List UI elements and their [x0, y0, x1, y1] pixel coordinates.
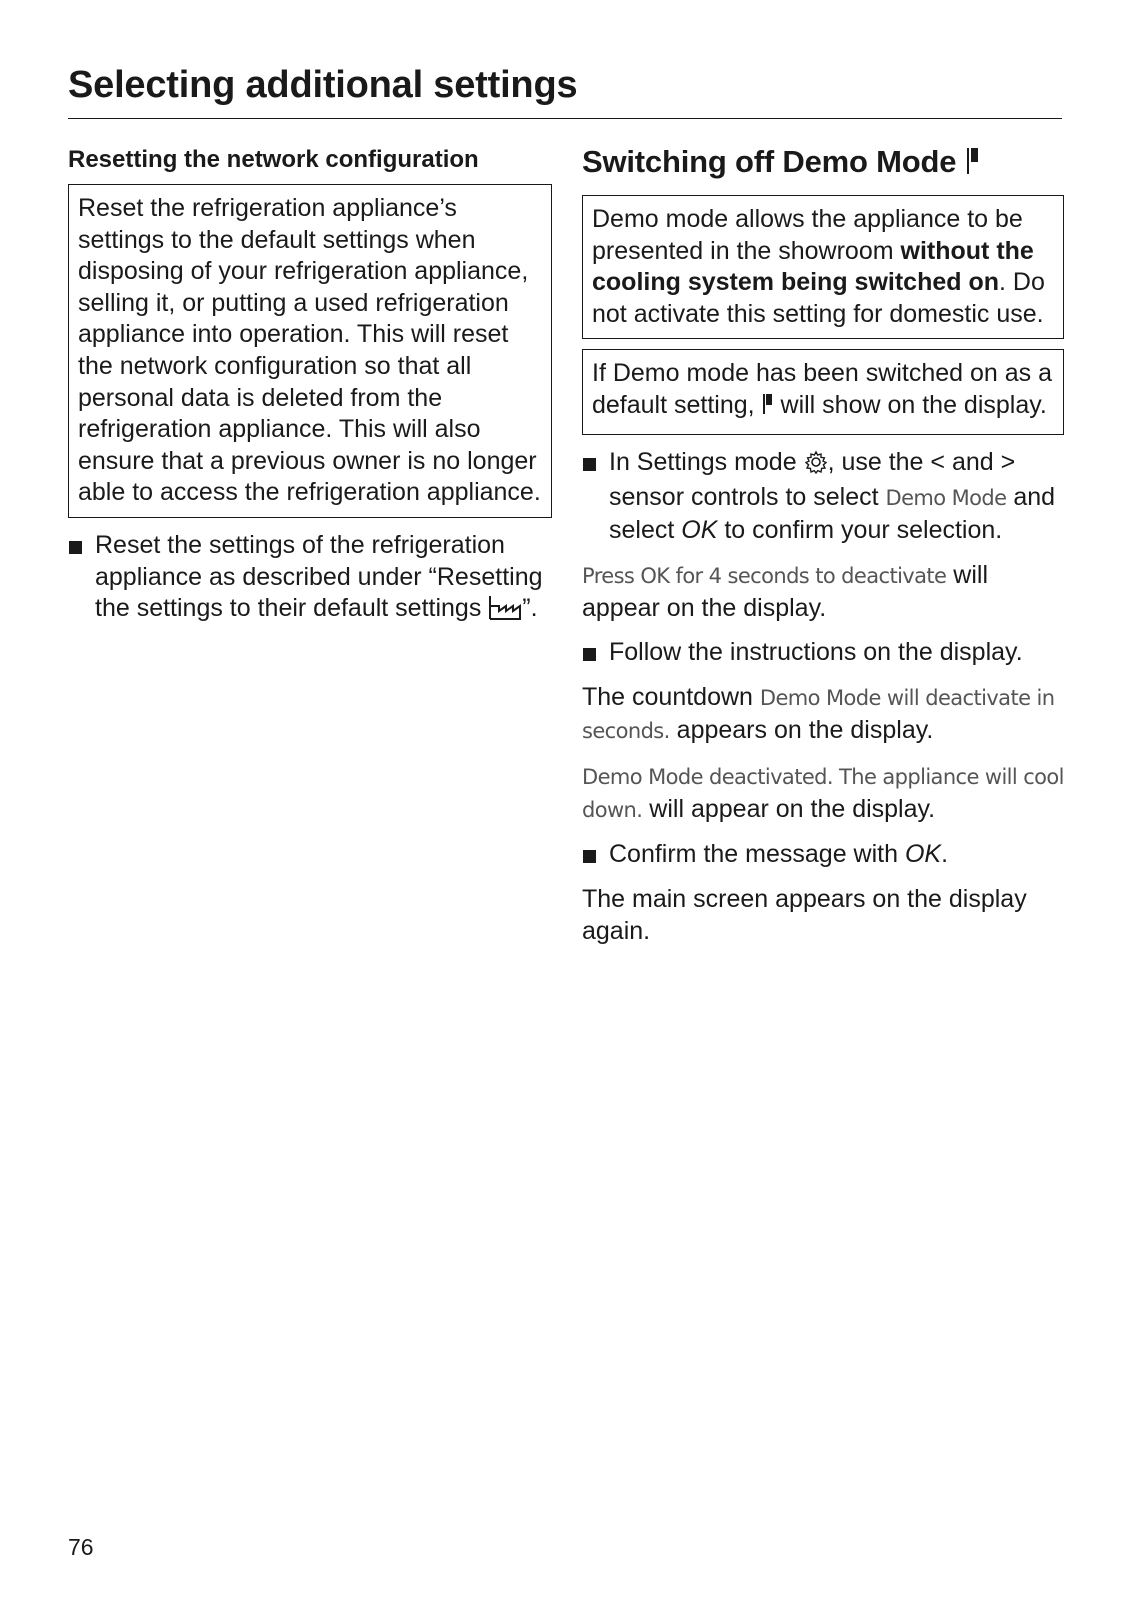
paragraph-text: The countdown [582, 683, 760, 712]
factory-icon [488, 594, 522, 629]
demo-mode-step-select [582, 447, 1064, 547]
paragraph-text: The main screen appears on the display again. [582, 885, 1027, 945]
display-text-deactivated: Demo Mode deactivated. The appliance will cool down. [582, 765, 1064, 822]
step-text: , use the [827, 447, 931, 476]
left-column [68, 140, 552, 629]
right-arrow-icon: > [1000, 447, 1016, 476]
demo-mode-icon [762, 393, 774, 426]
display-text-countdown: Demo Mode will deactivate in seconds. [582, 686, 1055, 743]
step-text: Follow the instructions on the display. [609, 637, 1023, 666]
deactivated-paragraph [582, 761, 1064, 826]
demo-mode-default-text-end: will show on the display. [773, 390, 1047, 419]
network-reset-info-text: Reset the refrigeration appliance’s settings to the default settings when disposing of your refrigeration appliance, selling it, or putting a used refrigeration appliance into operation. This will reset the network configuration so that all personal data is deleted from the refrigeration appliance. This will also ensure that a previous owner is no longer able to access the refrigeration appliance. [78, 194, 541, 507]
demo-mode-info-bold: without the cooling system being switched on [592, 236, 1034, 297]
demo-mode-info-text: Demo mode allows the appliance to be presented in the showroom [592, 205, 1023, 265]
demo-mode-heading [582, 144, 1064, 184]
right-column [582, 140, 1064, 947]
display-text-press-ok: Press OK for 4 seconds to deactivate [582, 564, 947, 589]
demo-mode-info-text-end: . Do not activate this setting for domestic use. [592, 268, 1045, 328]
page-title: Selecting additional settings [68, 64, 578, 106]
demo-mode-default-box [582, 349, 1064, 434]
paragraph-text: will appear on the display. [582, 561, 989, 622]
step-text: and select [609, 483, 1056, 544]
step-text: and [945, 447, 1001, 476]
demo-mode-step-confirm [582, 839, 1064, 871]
step-text: In Settings mode [609, 447, 804, 476]
demo-mode-default-text: If Demo mode has been switched on as a default setting, [592, 359, 1052, 419]
paragraph-text: will appear on the display. [642, 794, 936, 823]
gear-icon [804, 450, 828, 483]
press-ok-paragraph [582, 560, 1064, 624]
network-reset-step [68, 530, 552, 629]
ok-label: OK [681, 515, 718, 544]
display-text-demo-mode: Demo Mode [885, 486, 1007, 511]
step-text: . [941, 839, 949, 868]
main-screen-paragraph [582, 884, 1064, 947]
demo-mode-info-box [582, 195, 1064, 339]
step-text: Confirm the message with [609, 839, 905, 868]
demo-mode-heading-text: Switching off Demo Mode [582, 144, 957, 179]
network-reset-info-box [68, 184, 552, 518]
step-text: sensor controls to select [609, 483, 886, 512]
page-number: 76 [68, 1534, 94, 1560]
demo-mode-step-follow [582, 637, 1064, 669]
step-text: to confirm your selection. [717, 515, 1003, 544]
paragraph-text: appears on the display. [669, 715, 934, 744]
network-reset-step-text: Reset the settings of the refrigeration appliance as described under “Resetting the settings to their default settings [95, 530, 543, 623]
network-reset-heading: Resetting the network configuration [68, 146, 479, 173]
left-arrow-icon: < [930, 447, 946, 476]
demo-mode-icon [965, 146, 981, 184]
network-reset-step-suffix: ”. [522, 594, 538, 623]
ok-label: OK [904, 839, 942, 868]
countdown-paragraph [582, 682, 1064, 747]
title-rule [68, 118, 1062, 119]
